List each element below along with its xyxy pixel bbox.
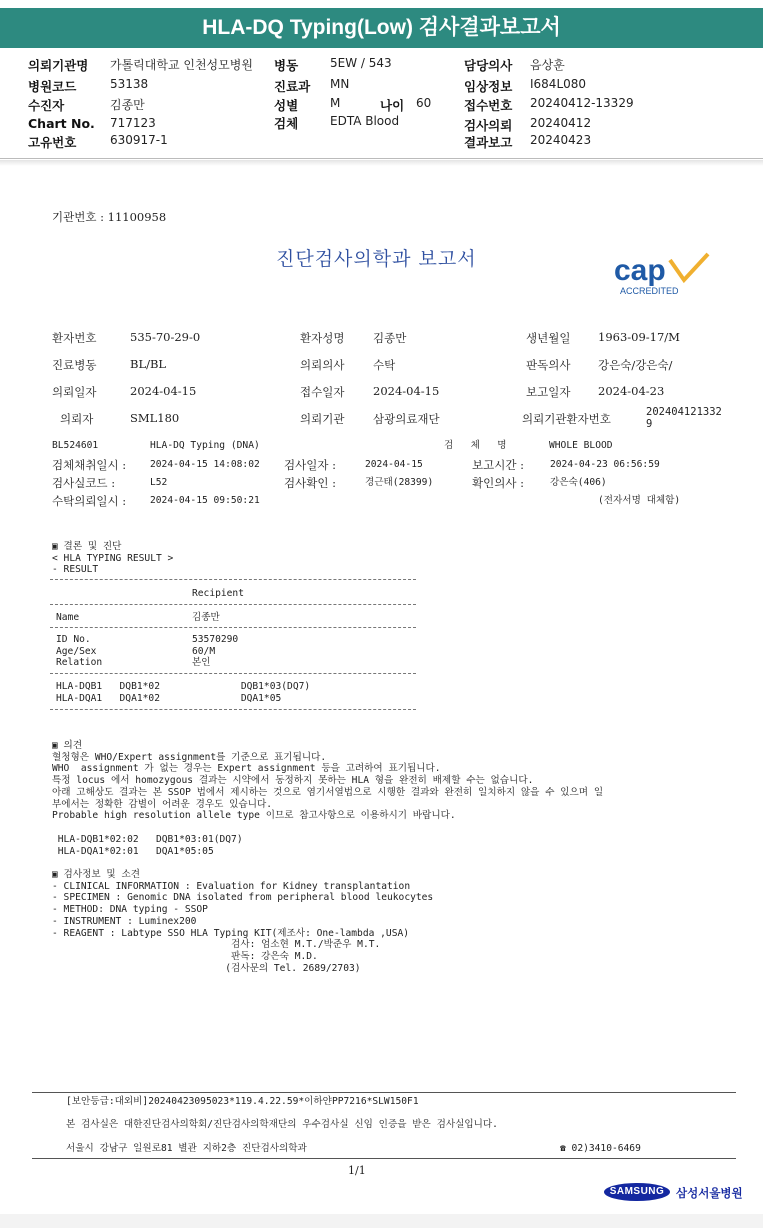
value: 20240423: [530, 133, 592, 147]
table-name-label: Name: [56, 612, 80, 623]
grid-label: 판독의사: [526, 358, 571, 372]
page-bottom-bar: [0, 1214, 763, 1228]
test-info: ▣ 검사정보 및 소견 - CLINICAL INFORMATION : Evaluation for Kidney transplantation - SPECIMEN : Genomic DNA isolated from peripheral blood leukocytes - METHOD: DNA typing - SSOP - INSTRUMENT : Luminex200 - REAGENT : Labtype SSO HLA Typing KIT(제조사: One-lambda ,USA) 검사: 엄소현 M.T./박준우 M.T. 판독: 강은숙 M.D. (검사문의 Tel. 2689/2703): [52, 869, 434, 974]
grid-label: 환자번호: [52, 331, 97, 345]
row-value: 2024-04-15 09:50:21: [150, 495, 260, 506]
label: 검사의뢰: [464, 118, 513, 133]
label: 의뢰기관명: [28, 58, 89, 73]
report-title: HLA-DQ Typing(Low) 검사결과보고서: [0, 8, 763, 48]
row-label: 검체채취일시 :: [52, 458, 127, 472]
table-rule: [50, 673, 416, 674]
grid-value: 김종만: [373, 331, 407, 345]
row-label: 확인의사 :: [472, 476, 524, 490]
grid-label: 의뢰자: [60, 412, 94, 426]
value: 5EW / 543: [330, 56, 392, 70]
specimen-value: WHOLE BLOOD: [549, 440, 613, 451]
test-name: HLA-DQ Typing (DNA): [150, 440, 260, 451]
label: Chart No.: [28, 116, 95, 131]
value: M: [330, 96, 341, 110]
label: 접수번호: [464, 98, 513, 113]
value: 김종만: [110, 98, 145, 112]
row-value: 경근태(28399): [365, 477, 434, 488]
table-rule: [50, 579, 416, 580]
row-label: 검사확인 :: [284, 476, 336, 490]
value: 717123: [110, 116, 156, 130]
table-col-header: Recipient: [192, 588, 244, 599]
cap-accredited: ACCREDITED: [620, 286, 679, 296]
samsung-logo-text: SAMSUNG: [609, 1186, 665, 1197]
hospital-name: 삼성서울병원: [676, 1186, 743, 1200]
footer-rule: [32, 1092, 736, 1093]
value: 음상훈: [530, 58, 565, 72]
label: 검체: [274, 116, 299, 131]
page-number: 1/1: [348, 1164, 366, 1177]
table-id-values: 53570290 60/M 본인: [192, 634, 239, 669]
specimen-label: 검 체 명: [444, 440, 507, 451]
grid-value: SML180: [130, 411, 180, 425]
grid-label: 의뢰기관환자번호: [522, 412, 611, 426]
typing-result: HLA-DQB1 DQB1*02 DQB1*03(DQ7) HLA-DQA1 DQA1*02 DQA1*05: [56, 681, 311, 704]
divider: [0, 158, 763, 159]
security-line: [보안등급:대외비]20240423095023*119.4.22.59*이하얀PP7216*SLW150F1: [66, 1096, 419, 1107]
table-rule: [50, 709, 416, 710]
footer-rule: [32, 1158, 736, 1159]
grid-label: 의뢰기관: [300, 412, 345, 426]
grid-value: 2024-04-15: [373, 384, 440, 398]
label: 임상정보: [464, 79, 513, 94]
grid-value: 202404121332 9: [646, 406, 722, 430]
e-signature-note: (전자서명 대체함): [598, 495, 681, 506]
label: 병동: [274, 58, 299, 73]
grid-value: 535-70-29-0: [130, 330, 201, 344]
institution-number: 기관번호 : 11100958: [52, 210, 167, 224]
value: I684L080: [530, 77, 587, 91]
grid-value: 수탁: [373, 358, 396, 372]
label: 진료과: [274, 79, 311, 94]
row-value: 2024-04-23 06:56:59: [550, 459, 660, 470]
value: 53138: [110, 77, 149, 91]
grid-label: 진료병동: [52, 358, 97, 372]
table-name-value: 김종만: [192, 612, 220, 623]
report-document: [0, 166, 763, 1206]
value: EDTA Blood: [330, 114, 400, 128]
label: 고유번호: [28, 135, 77, 150]
grid-value: BL/BL: [130, 357, 167, 371]
address: 서울시 강남구 일원로81 별관 지하2층 진단검사의학과: [66, 1143, 307, 1154]
samsung-logo: [604, 1183, 670, 1201]
label: 병원코드: [28, 79, 77, 94]
value: 60: [416, 96, 432, 110]
grid-label: 의뢰의사: [300, 358, 345, 372]
grid-value: 강은숙/강은숙/: [598, 358, 673, 372]
header-info: [0, 52, 763, 152]
grid-label: 생년월일: [526, 331, 571, 345]
cap-text: cap: [614, 254, 666, 287]
grid-value: 2024-04-15: [130, 384, 197, 398]
result-heading: ▣ 결론 및 진단 < HLA TYPING RESULT > - RESULT: [52, 541, 174, 576]
value: MN: [330, 77, 350, 91]
value: 20240412: [530, 116, 592, 130]
row-label: 검사일자 :: [284, 458, 336, 472]
row-value: 강은숙(406): [550, 477, 607, 488]
certification: 본 검사실은 대한진단검사의학회/진단검사의학재단의 우수검사실 신임 인증을 받은 검사실입니다.: [66, 1119, 498, 1130]
grid-value: 1963-09-17/M: [598, 330, 680, 344]
row-label: 검사실코드 :: [52, 476, 116, 490]
label: 수진자: [28, 98, 65, 113]
cap-logo: [612, 252, 712, 300]
table-id-labels: ID No. Age/Sex Relation: [56, 634, 103, 669]
value: 20240412-13329: [530, 96, 634, 110]
opinion-text: ▣ 의견 혈청형은 WHO/Expert assignment를 기준으로 표기됩니다. WHO assignment 가 없는 경우는 Expert assignment 등을 고려하여 표기됩니다. 특정 locus 에서 homozygous 결과는 시약에서 동정하지 못하는 HLA 형을 완전히 배제할 수는 없습니다. 아래 고해상도 결과는 본 SSOP 법에서 제시하는 것으로 염기서열법으로 시행한 결과와 완전히 일치하지 않을 수 있으며 일 부에서는 정확한 감별이 어려운 경우도 있습니다. Probable high resolution allele type 이므로 참고사항으로 이용하시기 바랍니다.: [52, 740, 604, 822]
grid-value: 2024-04-23: [598, 384, 665, 398]
grid-label: 환자성명: [300, 331, 345, 345]
row-value: 2024-04-15: [365, 459, 423, 470]
label: 결과보고: [464, 135, 513, 150]
value: 630917-1: [110, 133, 168, 147]
row-label: 보고시간 :: [472, 458, 524, 472]
grid-value: 삼광의료재단: [373, 412, 440, 426]
phone: ☎ 02)3410-6469: [560, 1143, 641, 1154]
report-heading: 진단검사의학과 보고서: [276, 248, 477, 270]
value: 가톨릭대학교 인천성모병원: [110, 58, 253, 72]
label: 성별: [274, 98, 299, 113]
grid-label: 접수일자: [300, 385, 345, 399]
grid-label: 의뢰일자: [52, 385, 97, 399]
label: 나이: [380, 98, 405, 113]
row-value: 2024-04-15 14:08:02: [150, 459, 260, 470]
table-rule: [50, 627, 416, 628]
grid-label: 보고일자: [526, 385, 571, 399]
test-code: BL524601: [52, 440, 99, 451]
label: 담당의사: [464, 58, 513, 73]
table-rule: [50, 604, 416, 605]
row-label: 수탁의뢰일시 :: [52, 494, 127, 508]
high-res-result: HLA-DQB1*02:02 DQB1*03:01(DQ7) HLA-DQA1*02:01 DQA1*05:05: [57, 834, 243, 857]
row-value: L52: [150, 477, 168, 488]
